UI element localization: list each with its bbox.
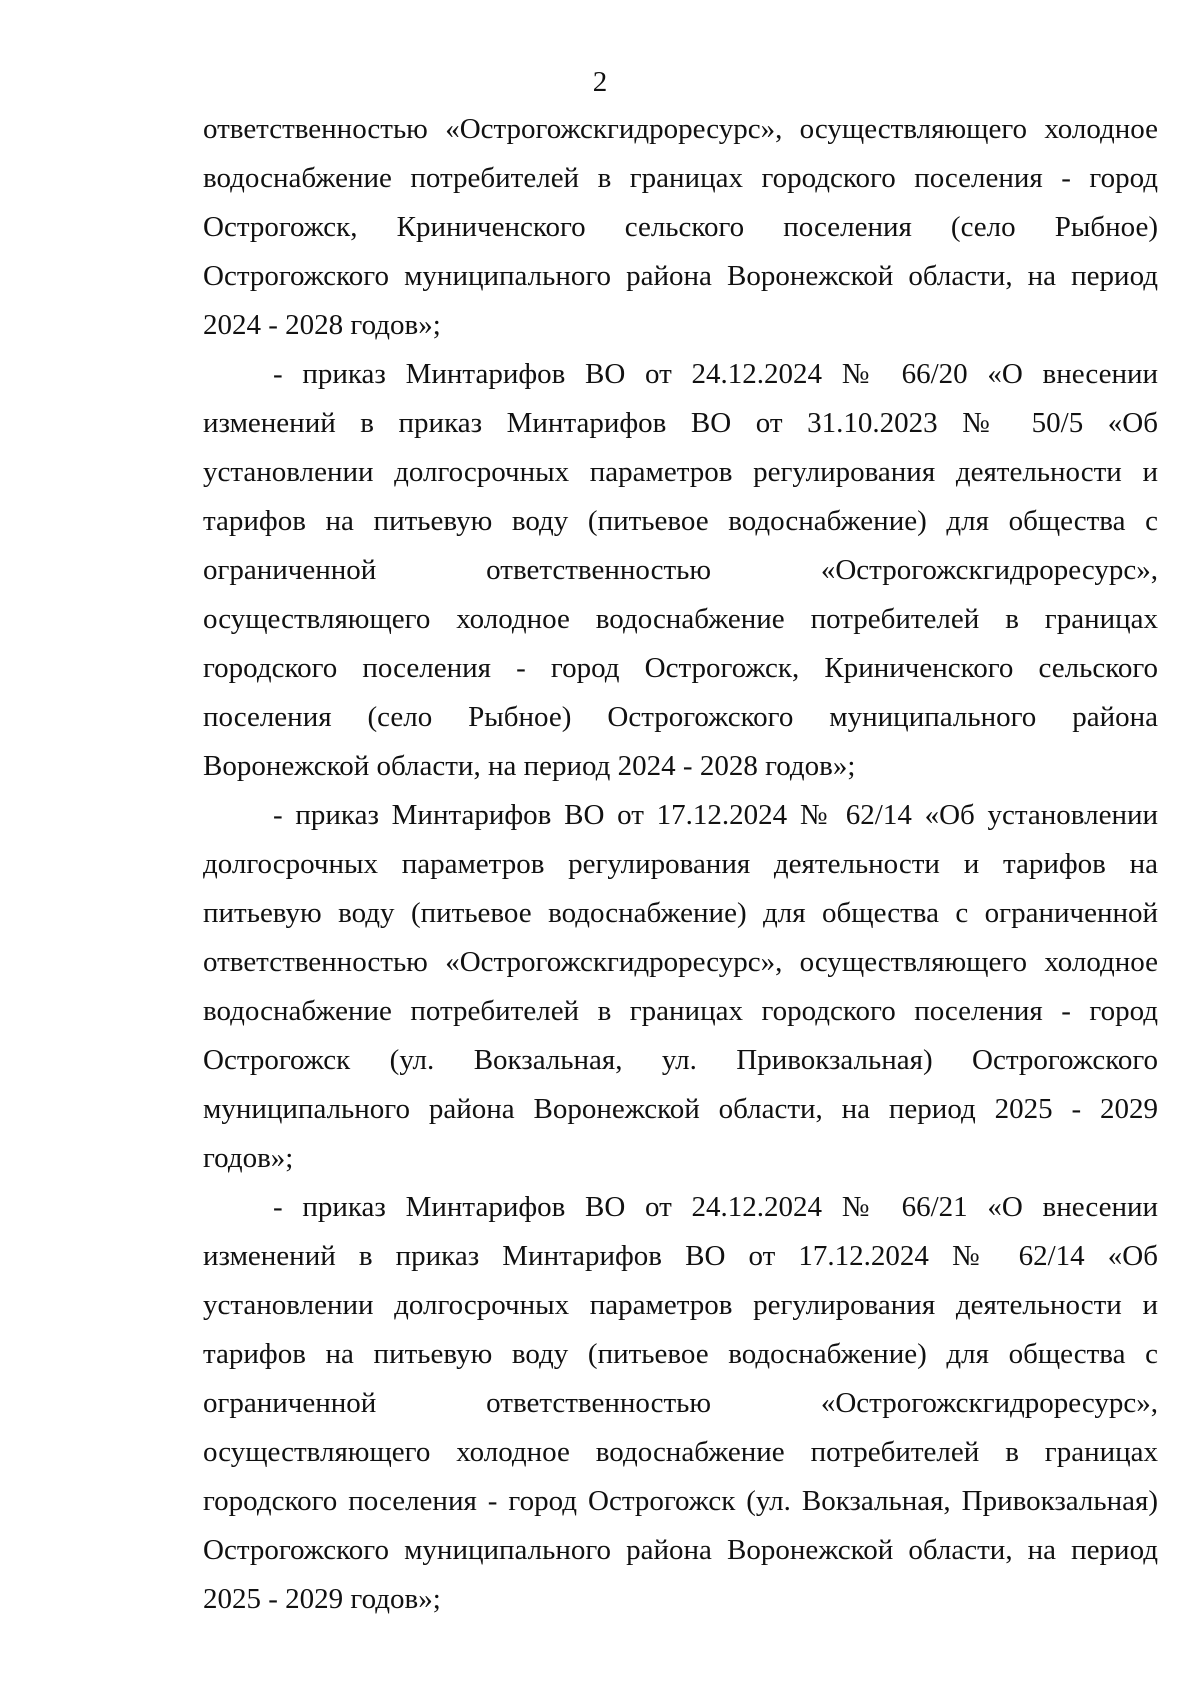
page-number: 2 [592, 66, 608, 98]
paragraph-order-66-21: - приказ Минтарифов ВО от 24.12.2024 № 66/21 «О внесении изменений в приказ Минтарифов ВО от 17.12.2024 № 62/14 «Об установлении долгосрочных параметров регулирования деятельности и тарифов на питьевую воду (питьевое водоснабжение) для общества с ограниченной ответственностью «Острогожскгидроресурс», осуществляющего холодное водоснабжение потребителей в границах городского поселения - город Острогожск (ул. Вокзальная, Привокзальная) Острогожского муниципального района Воронежской области, на период 2025 - 2029 годов»; [203, 1191, 1158, 1615]
paragraph-order-62-14: - приказ Минтарифов ВО от 17.12.2024 № 62/14 «Об установлении долгосрочных параметров регулирования деятельности и тарифов на питьевую воду (питьевое водоснабжение) для общества с ограниченной ответственностью «Острогожскгидроресурс», осуществляющего холодное водоснабжение потребителей в границах городского поселения - город Острогожск (ул. Вокзальная, ул. Привокзальная) Острогожского муниципального района Воронежской области, на период 2025 - 2029 годов»; [203, 799, 1158, 1174]
document-body [203, 105, 1158, 1624]
paragraph-continuation: ответственностью «Острогожскгидроресурс», осуществляющего холодное водоснабжение потребителей в границах городского поселения - город Острогожск, Криниченского сельского поселения (село Рыбное) Острогожского муниципального района Воронежской области, на период 2024 - 2028 годов»; [203, 113, 1158, 341]
paragraph-order-66-20: - приказ Минтарифов ВО от 24.12.2024 № 66/20 «О внесении изменений в приказ Минтарифов ВО от 31.10.2023 № 50/5 «Об установлении долгосрочных параметров регулирования деятельности и тарифов на питьевую воду (питьевое водоснабжение) для общества с ограниченной ответственностью «Острогожскгидроресурс», осуществляющего холодное водоснабжение потребителей в границах городского поселения - город Острогожск, Криниченского сельского поселения (село Рыбное) Острогожского муниципального района Воронежской области, на период 2024 - 2028 годов»; [203, 358, 1158, 782]
